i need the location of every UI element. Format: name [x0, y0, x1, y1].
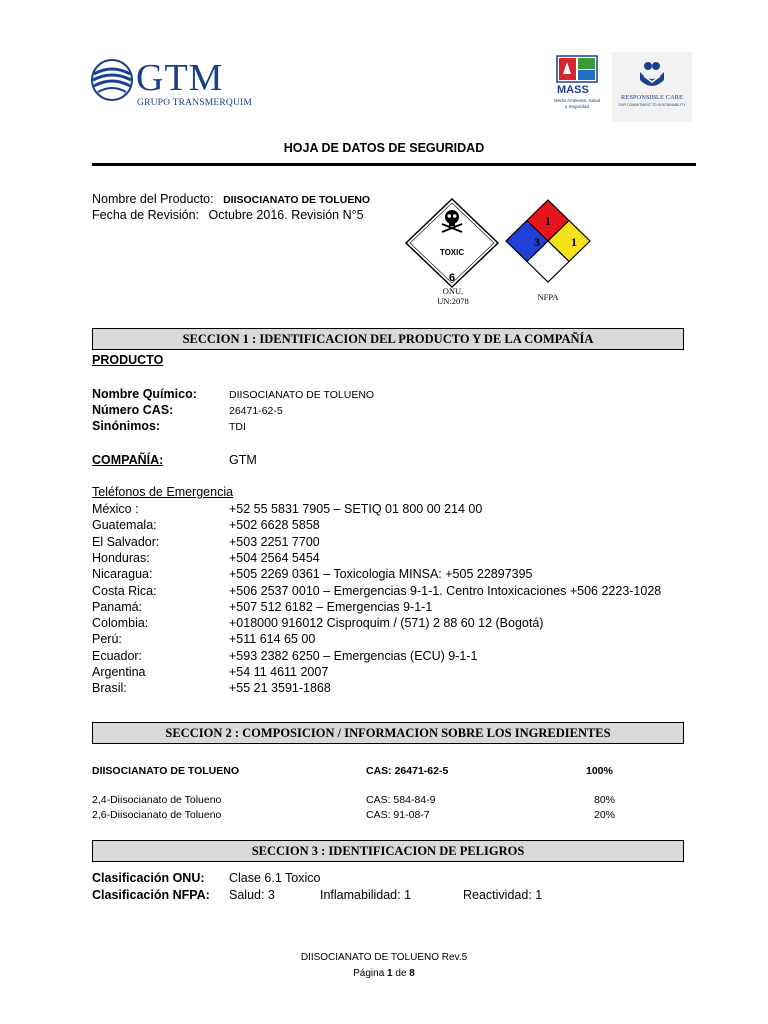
footer-page-current: 1 [387, 968, 393, 979]
composition-item-pct: 20% [594, 809, 616, 821]
composition-item-name: 2,6-Diisocianato de Tolueno [92, 809, 222, 821]
emergency-phones-heading: Teléfonos de Emergencia [92, 485, 234, 499]
synonyms-value: TDI [229, 421, 246, 433]
phone-number: +593 2382 6250 – Emergencias (ECU) 9-1-1 [229, 649, 478, 663]
phone-country: Nicaragua: [92, 567, 153, 581]
phone-number: +511 614 65 00 [229, 632, 316, 646]
phone-country: Guatemala: [92, 518, 157, 532]
revision-date-line [92, 208, 364, 222]
revision-date-value: Octubre 2016. Revisión N°5 [208, 208, 364, 222]
composition-item-pct: 80% [594, 794, 616, 806]
phone-number: +55 21 3591-1868 [229, 681, 331, 695]
nfpa-flammability-value: 1 [545, 214, 551, 228]
onu-label: ONU. [442, 286, 464, 296]
nfpa-class-label: Clasificación NFPA: [92, 888, 210, 902]
mass-logo-text: MASS [557, 84, 589, 96]
mass-logo [553, 54, 601, 116]
phone-country: Honduras: [92, 551, 150, 565]
responsible-care-subtitle: OUR COMMITMENT TO SUSTAINABILITY [618, 103, 686, 107]
nfpa-reactivity-text: Reactividad: 1 [463, 888, 543, 902]
globe-icon [90, 58, 134, 102]
company-label: COMPAÑÍA: [92, 453, 164, 467]
cas-label: Número CAS: [92, 403, 174, 417]
producto-heading: PRODUCTO [92, 353, 164, 367]
phone-number: +505 2269 0361 – Toxicologia MINSA: +505 22897395 [229, 567, 533, 581]
footer-page-number [0, 968, 768, 979]
product-name-value: DIISOCIANATO DE TOLUENO [223, 194, 371, 206]
mass-emblem-icon [553, 54, 601, 84]
gtm-logo-text: GTM [136, 57, 224, 99]
hands-icon [612, 52, 692, 94]
phone-number: +54 11 4611 2007 [229, 665, 329, 679]
phone-country: Perú: [92, 632, 122, 646]
nfpa-flammability-text: Inflamabilidad: 1 [320, 888, 412, 902]
company-value: GTM [229, 453, 257, 467]
section2-header: SECCION 2 : COMPOSICION / INFORMACION SOBRE LOS INGREDIENTES [92, 722, 684, 744]
composition-main-pct: 100% [586, 765, 613, 777]
phone-country: Argentina [92, 665, 146, 679]
revision-date-label: Fecha de Revisión: [92, 208, 200, 222]
nfpa-health-text: Salud: 3 [229, 888, 275, 902]
nfpa-reactivity-value: 1 [571, 235, 577, 249]
chem-name-label: Nombre Químico: [92, 387, 197, 401]
section3-header: SECCION 3 : IDENTIFICACION DE PELIGROS [92, 840, 684, 862]
phone-number: +52 55 5831 7905 – SETIQ 01 800 00 214 00 [229, 502, 483, 516]
gtm-logo [90, 56, 260, 112]
page-title: HOJA DE DATOS DE SEGURIDAD [283, 141, 485, 155]
phone-number: +507 512 6182 – Emergencias 9-1-1 [229, 600, 433, 614]
section1-header: SECCION 1 : IDENTIFICACION DEL PRODUCTO Y DE LA COMPAÑÍA [92, 328, 684, 350]
product-name-label: Nombre del Producto: [92, 192, 214, 206]
composition-main-name: DIISOCIANATO DE TOLUENO [92, 765, 240, 777]
cas-value: 26471-62-5 [229, 405, 283, 417]
footer-page-total: 8 [409, 968, 415, 979]
phone-number: +504 2564 5454 [229, 551, 320, 565]
footer-page-word: Página [353, 968, 385, 979]
nfpa-diamond [504, 198, 592, 284]
phone-number: +506 2537 0010 – Emergencias 9-1-1. Centro Intoxicaciones +506 2223-1028 [229, 584, 662, 598]
onu-class-label: Clasificación ONU: [92, 871, 205, 885]
toxic-label: TOXIC [439, 248, 465, 257]
mass-logo-subtitle: Medio Ambiente, Salud y Seguridad [553, 98, 601, 109]
phone-country: Brasil: [92, 681, 127, 695]
un-number: UN:2078 [437, 296, 469, 306]
responsible-care-logo [612, 52, 692, 122]
footer-of-word: de [395, 968, 407, 979]
responsible-care-text: RESPONSIBLE CARE [621, 94, 683, 101]
phone-number: +018000 916012 Cisproquim / (571) 2 88 60 12 (Bogotá) [229, 616, 544, 630]
phone-country: El Salvador: [92, 535, 160, 549]
phone-country: Colombia: [92, 616, 149, 630]
onu-caption [420, 286, 486, 306]
gtm-logo-subtitle: GRUPO TRANSMERQUIM [137, 98, 253, 108]
synonyms-label: Sinónimos: [92, 419, 161, 433]
phone-number: +502 6628 5858 [229, 518, 320, 532]
phone-country: Ecuador: [92, 649, 143, 663]
toxic-class: 6 [448, 272, 456, 284]
title-divider [92, 163, 696, 166]
chem-name-value: DIISOCIANATO DE TOLUENO [229, 389, 375, 401]
composition-item-name: 2,4-Diisocianato de Tolueno [92, 794, 222, 806]
onu-class-value: Clase 6.1 Toxico [229, 871, 321, 885]
nfpa-caption: NFPA [537, 292, 559, 302]
toxic-pictogram [404, 197, 500, 289]
phone-number: +503 2251 7700 [229, 535, 320, 549]
phone-country: Panamá: [92, 600, 143, 614]
composition-item-cas: CAS: 584-84-9 [366, 794, 436, 806]
footer-doc-name: DIISOCIANATO DE TOLUENO Rev.5 [300, 952, 468, 963]
composition-item-cas: CAS: 91-08-7 [366, 809, 430, 821]
phone-country: Costa Rica: [92, 584, 157, 598]
phone-country: México : [92, 502, 139, 516]
composition-main-cas: CAS: 26471-62-5 [366, 765, 449, 777]
nfpa-health-value: 3 [534, 235, 540, 249]
product-name-line [92, 192, 370, 206]
